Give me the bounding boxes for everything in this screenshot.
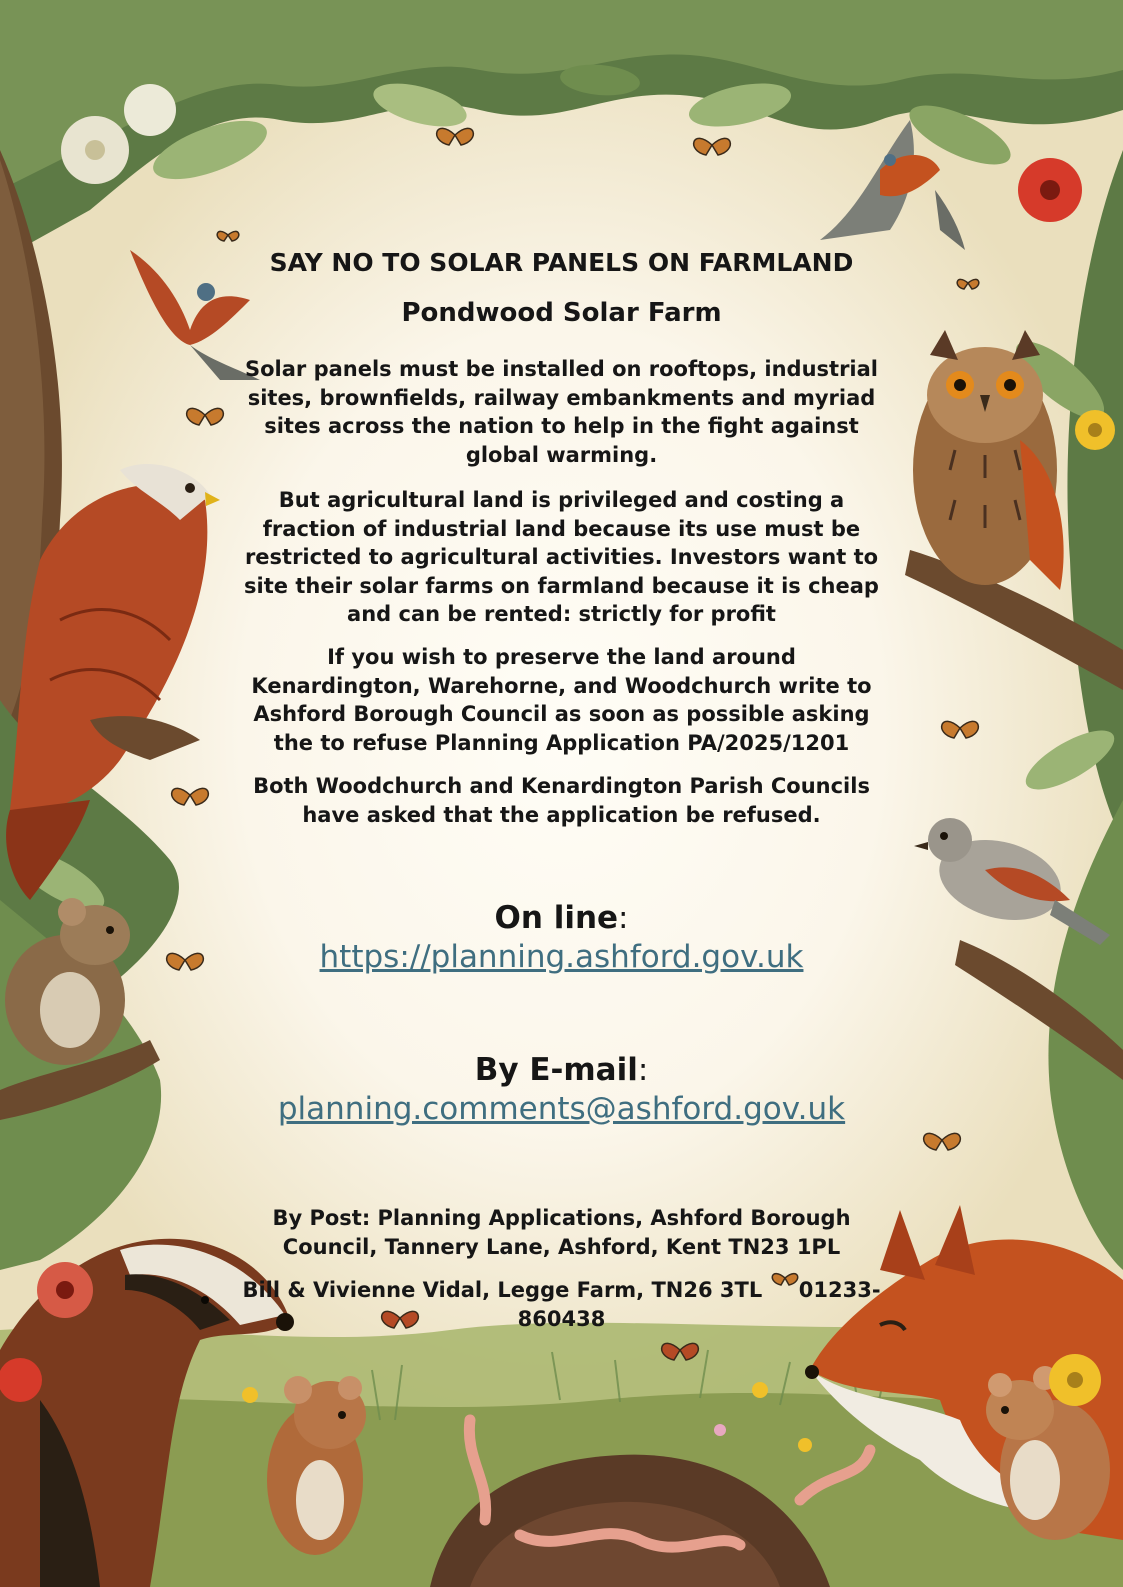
leaf-canopy-top [0, 0, 1123, 260]
planning-email-link[interactable]: planning.comments@ashford.gov.uk [277, 1091, 846, 1127]
paragraph-parish-councils: Both Woodchurch and Kenardington Parish Councils have asked that the application be refused. [253, 774, 870, 827]
postal-address: By Post: Planning Applications, Ashford Borough Council, Tannery Lane, Ashford, Kent TN23 1PL [272, 1206, 851, 1259]
paragraph-call-to-action: If you wish to preserve the land around Kenardington, Warehorne, and Woodchurch write to Ashford Borough Council as soon as possible asking the to refuse Planning Application PA/2025/1201 [251, 645, 872, 755]
contact-details: Bill & Vivienne Vidal, Legge Farm, TN26 3TL 01233-860438 [242, 1278, 881, 1331]
email-label: By E-mail [474, 1052, 638, 1088]
online-label: On line [494, 900, 619, 936]
flyer-subtitle: Pondwood Solar Farm [401, 298, 722, 328]
email-heading: By E-mail: [474, 1052, 649, 1088]
online-heading: On line: [494, 900, 629, 936]
right-foliage [905, 150, 1123, 1270]
bird-icon [914, 818, 1110, 945]
planning-website-link[interactable]: https://planning.ashford.gov.uk [319, 939, 804, 975]
flyer-title: SAY NO TO SOLAR PANELS ON FARMLAND [269, 248, 854, 277]
paragraph-rooftops: Solar panels must be installed on rooftops, industrial sites, brownfields, railway embankments and myriad sites across the nation to help in the fight against global warming. [244, 357, 878, 467]
paragraph-agricultural-land: But agricultural land is privileged and costing a fraction of industrial land because its use must be restricted to agricultural activities. Investors want to site their solar farms on farmland because it is cheap and can be rented: strictly for profit [244, 488, 879, 626]
